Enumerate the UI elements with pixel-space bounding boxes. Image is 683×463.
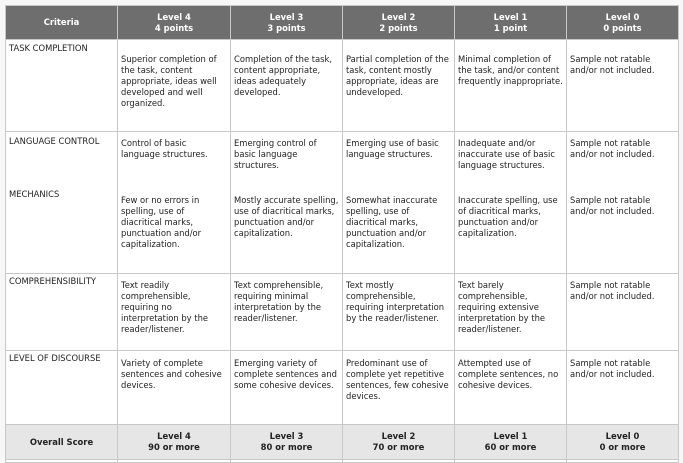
descriptor-cell: Text comprehensible, requiring minimal interpretation by the reader/listener. (231, 274, 343, 351)
level-name: Level 1 (493, 11, 528, 22)
overall-level (455, 425, 567, 460)
criteria-header: Criteria (6, 6, 118, 40)
criterion-label: LEVEL OF DISCOURSE (6, 351, 118, 425)
descriptor-cell: Inadequate and/or inaccurate use of basic language structures. (455, 132, 567, 187)
spacer-row (6, 460, 679, 463)
descriptor-cell: Few or no errors in spelling, use of diacritical marks, punctuation and/or capitalization. (118, 186, 231, 274)
descriptor-cell: Attempted use of complete sentences, no cohesive devices. (455, 351, 567, 425)
criterion-label: COMPREHENSIBILITY (6, 274, 118, 351)
level-points: 0 points (603, 22, 642, 33)
criterion-label: LANGUAGE CONTROL (6, 132, 118, 187)
descriptor-cell: Emerging use of basic language structures. (343, 132, 455, 187)
descriptor-cell: Inaccurate spelling, use of diacritical marks, punctuation and/or capitalization. (455, 186, 567, 274)
table-row (6, 351, 679, 425)
descriptor-cell: Partial completion of the task, content mostly appropriate, ideas are undeveloped. (343, 40, 455, 132)
level-header (567, 6, 679, 40)
descriptor-cell: Sample not ratable and/or not included. (567, 186, 679, 274)
descriptor-cell: Text mostly comprehensible, requiring interpretation by the reader/listener. (343, 274, 455, 351)
overall-level (231, 425, 343, 460)
overall-level (343, 425, 455, 460)
level-points: 2 points (379, 22, 418, 33)
header-row (6, 6, 679, 40)
descriptor-cell: Minimal completion of the task, and/or content frequently inappropriate. (455, 40, 567, 132)
level-header (343, 6, 455, 40)
descriptor-cell: Sample not ratable and/or not included. (567, 40, 679, 132)
level-points: 3 points (267, 22, 306, 33)
descriptor-cell: Emerging variety of complete sentences and some cohesive devices. (231, 351, 343, 425)
descriptor-cell: Sample not ratable and/or not included. (567, 274, 679, 351)
descriptor-cell: Text readily comprehensible, requiring no interpretation by the reader/listener. (118, 274, 231, 351)
descriptor-cell: Somewhat inaccurate spelling, use of diacritical marks, punctuation and/or capitalization. (343, 186, 455, 274)
level-name: Level 4 (157, 11, 191, 22)
table-row (6, 274, 679, 351)
overall-level-score: 0 or more (599, 442, 646, 452)
descriptor-cell: Completion of the task, content appropriate, ideas adequately developed. (231, 40, 343, 132)
overall-level-score: 70 or more (372, 442, 425, 452)
descriptor-cell: Mostly accurate spelling, use of diacritical marks, punctuation and/or capitalization. (231, 186, 343, 274)
level-header (455, 6, 567, 40)
overall-score-row (6, 425, 679, 460)
overall-level (567, 425, 679, 460)
level-header (118, 6, 231, 40)
overall-level-score: 80 or more (260, 442, 313, 452)
rubric-table (5, 5, 679, 463)
descriptor-cell: Variety of complete sentences and cohesive devices. (118, 351, 231, 425)
descriptor-cell: Emerging control of basic language structures. (231, 132, 343, 187)
overall-level-score: 60 or more (484, 442, 537, 452)
descriptor-cell: Control of basic language structures. (118, 132, 231, 187)
overall-level-score: 90 or more (148, 442, 200, 452)
overall-level (118, 425, 231, 460)
table-row (6, 132, 679, 187)
level-points: 1 point (493, 22, 528, 33)
overall-level-name: Level 0 (605, 431, 640, 441)
level-name: Level 2 (381, 11, 416, 22)
overall-score-label: Overall Score (6, 425, 118, 460)
table-row (6, 186, 679, 274)
descriptor-cell: Text barely comprehensible, requiring extensive interpretation by the reader/listener. (455, 274, 567, 351)
criterion-label: TASK COMPLETION (6, 40, 118, 132)
overall-level-name: Level 1 (493, 431, 528, 441)
overall-level-name: Level 3 (269, 431, 304, 441)
level-points: 4 points (154, 22, 194, 33)
overall-level-name: Level 2 (381, 431, 416, 441)
descriptor-cell: Sample not ratable and/or not included. (567, 132, 679, 187)
descriptor-cell: Superior completion of the task, content appropriate, ideas well developed and well organized. (118, 40, 231, 132)
level-name: Level 3 (269, 11, 304, 22)
descriptor-cell: Sample not ratable and/or not included. (567, 351, 679, 425)
level-header (231, 6, 343, 40)
descriptor-cell: Predominant use of complete yet repetitive sentences, few cohesive devices. (343, 351, 455, 425)
criterion-label: MECHANICS (6, 186, 118, 274)
level-name: Level 0 (605, 11, 640, 22)
overall-level-name: Level 4 (157, 431, 191, 441)
table-row (6, 40, 679, 132)
